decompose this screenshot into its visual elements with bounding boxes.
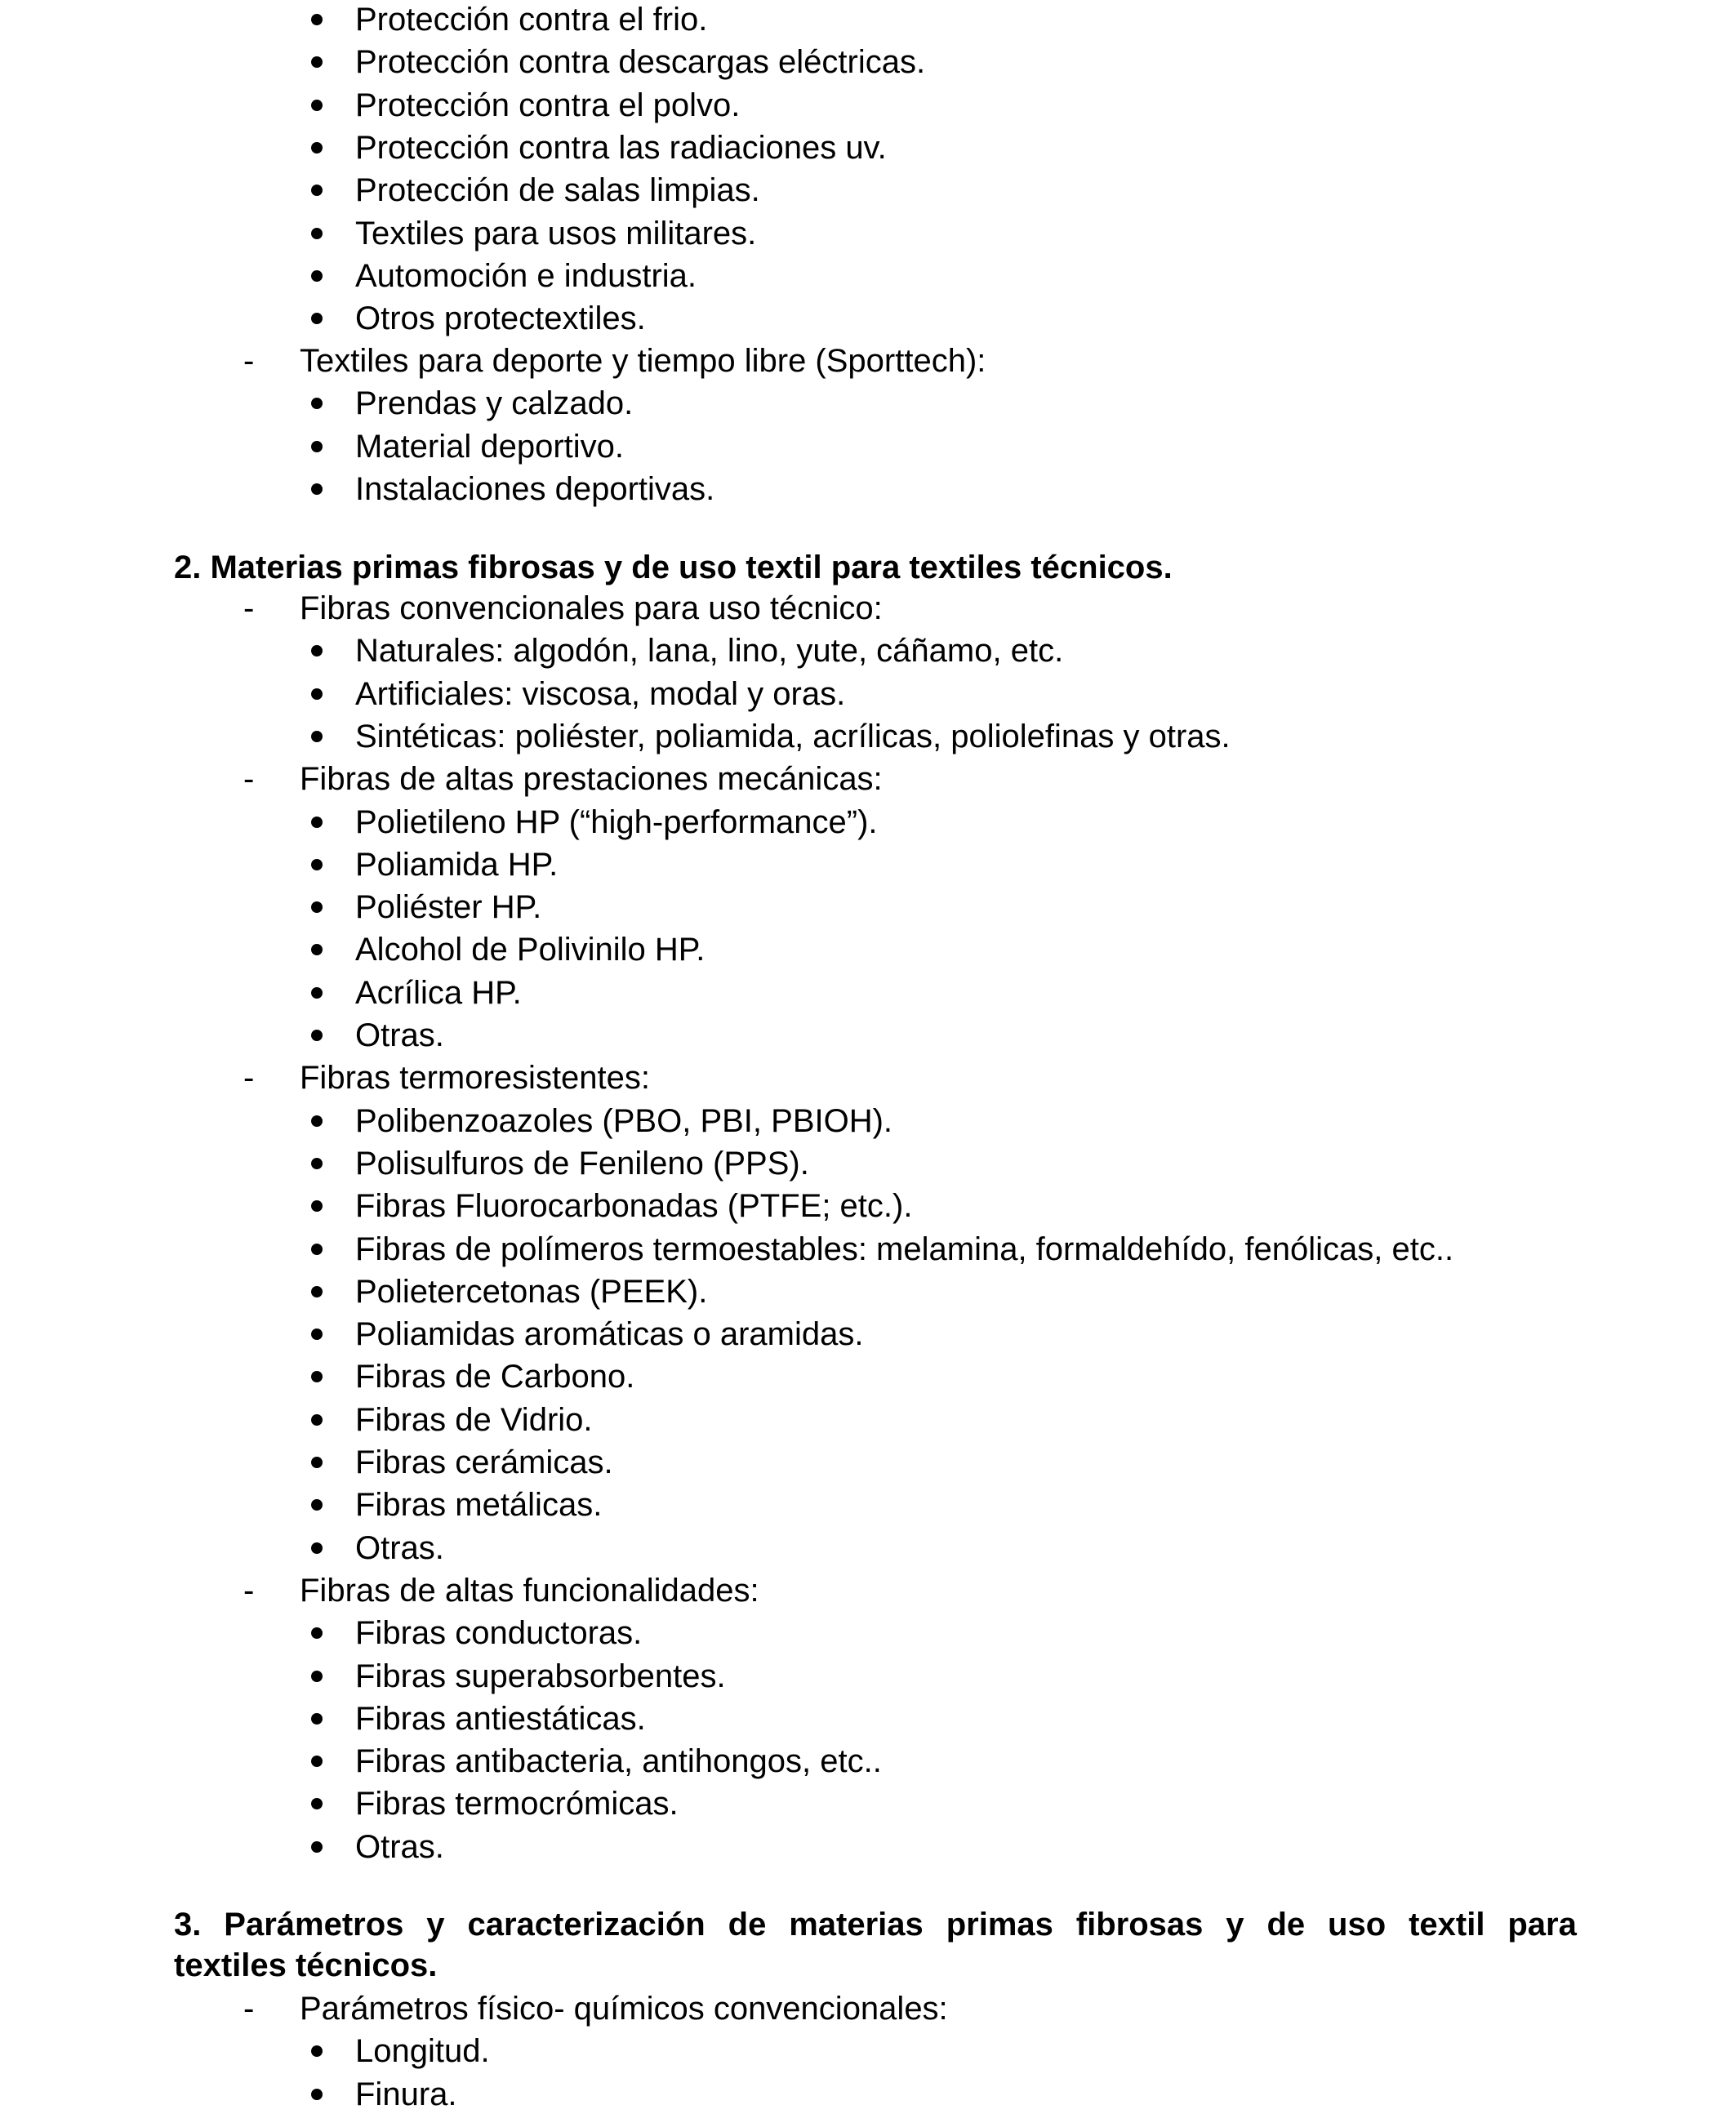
heading-word: y: [426, 1907, 445, 1943]
bullet-icon: [311, 14, 323, 25]
heading-word: caracterización: [467, 1907, 706, 1943]
list-item: Fibras de Carbono.: [355, 1359, 635, 1395]
list-item: Prendas y calzado.: [355, 385, 634, 422]
list-item: Fibras Fluorocarbonadas (PTFE; etc.).: [355, 1188, 913, 1225]
group-label: Fibras de altas funcionalidades:: [300, 1572, 759, 1609]
list-item: Sintéticas: poliéster, poliamida, acrílicas, poliolefinas y otras.: [355, 718, 1231, 754]
heading-word: materias: [789, 1907, 924, 1943]
bullet-icon: [311, 1328, 323, 1340]
dash-marker: -: [243, 343, 255, 379]
list-item: Material deportivo.: [355, 428, 625, 465]
bullet-icon: [311, 185, 323, 196]
bullet-icon: [311, 1756, 323, 1767]
list-item: Instalaciones deportivas.: [355, 470, 715, 507]
list-item: Fibras superabsorbentes.: [355, 1658, 726, 1694]
heading-word: 3.: [174, 1907, 202, 1943]
bullet-icon: [311, 142, 323, 154]
bullet-icon: [311, 228, 323, 239]
list-item: Otras.: [355, 1529, 444, 1566]
bullet-icon: [311, 987, 323, 999]
bullet-icon: [311, 1115, 323, 1127]
bullet-icon: [311, 1457, 323, 1468]
list-item: Fibras termocrómicas.: [355, 1786, 679, 1822]
section-heading: 2. Materias primas fibrosas y de uso textil para textiles técnicos.: [174, 550, 1173, 585]
dash-marker: -: [243, 1991, 255, 2027]
bullet-icon: [311, 1713, 323, 1725]
list-item: Fibras de polímeros termoestables: melamina, formaldehído, fenólicas, etc..: [355, 1231, 1454, 1267]
bullet-icon: [311, 2089, 323, 2100]
list-item: Naturales: algodón, lana, lino, yute, cáñamo, etc.: [355, 633, 1064, 670]
list-item: Fibras cerámicas.: [355, 1444, 613, 1480]
list-item: Protección contra el frio.: [355, 2, 708, 38]
heading-word: primas: [946, 1907, 1053, 1943]
list-item: Otros protectextiles.: [355, 300, 646, 337]
list-item: Acrílica HP.: [355, 974, 522, 1011]
bullet-icon: [311, 944, 323, 955]
bullet-icon: [311, 1798, 323, 1809]
list-item: Protección contra las radiaciones uv.: [355, 129, 887, 166]
group-label: Textiles para deporte y tiempo libre (Sporttech):: [300, 343, 986, 379]
bullet-icon: [311, 1499, 323, 1511]
bullet-icon: [311, 1841, 323, 1853]
list-item: Poliamidas aromáticas o aramidas.: [355, 1316, 864, 1353]
list-item: Polisulfuros de Fenileno (PPS).: [355, 1145, 809, 1182]
bullet-icon: [311, 1414, 323, 1426]
list-item: Textiles para usos militares.: [355, 215, 757, 251]
list-item: Fibras metálicas.: [355, 1487, 603, 1524]
bullet-icon: [311, 1158, 323, 1169]
bullet-icon: [311, 1200, 323, 1212]
heading-word: de: [728, 1907, 767, 1943]
group-label: Fibras convencionales para uso técnico:: [300, 590, 883, 626]
bullet-icon: [311, 1286, 323, 1297]
list-item: Poliamida HP.: [355, 846, 559, 883]
group-label: Fibras termoresistentes:: [300, 1060, 651, 1097]
list-item: Alcohol de Polivinilo HP.: [355, 932, 706, 968]
list-item: Fibras conductoras.: [355, 1615, 643, 1652]
bullet-icon: [311, 859, 323, 870]
bullet-icon: [311, 901, 323, 913]
list-item: Finura.: [355, 2076, 457, 2112]
list-item: Fibras antibacteria, antihongos, etc..: [355, 1743, 882, 1780]
bullet-icon: [311, 398, 323, 409]
bullet-icon: [311, 270, 323, 282]
heading-word: de: [1266, 1907, 1306, 1943]
heading-word: fibrosas: [1075, 1907, 1204, 1943]
list-item: Polibenzoazoles (PBO, PBI, PBIOH).: [355, 1102, 893, 1139]
list-item: Poliéster HP.: [355, 889, 542, 926]
list-item: Longitud.: [355, 2033, 490, 2070]
bullet-icon: [311, 731, 323, 742]
dash-marker: -: [243, 590, 255, 626]
section-heading: [174, 1905, 1577, 1944]
list-item: Fibras antiestáticas.: [355, 1700, 646, 1737]
heading-word: Parámetros: [224, 1907, 404, 1943]
bullet-icon: [311, 817, 323, 828]
bullet-icon: [311, 56, 323, 68]
bullet-icon: [311, 313, 323, 324]
heading-word: uso: [1328, 1907, 1387, 1943]
bullet-icon: [311, 1371, 323, 1382]
bullet-icon: [311, 1627, 323, 1639]
bullet-icon: [311, 100, 323, 111]
list-item: Polietercetonas (PEEK).: [355, 1273, 708, 1310]
list-item: Otras.: [355, 1828, 444, 1865]
list-item: Automoción e industria.: [355, 257, 697, 294]
bullet-icon: [311, 483, 323, 495]
list-item: Artificiales: viscosa, modal y oras.: [355, 675, 846, 712]
dash-marker: -: [243, 761, 255, 798]
list-item: Protección de salas limpias.: [355, 172, 760, 209]
bullet-icon: [311, 1244, 323, 1255]
bullet-icon: [311, 441, 323, 452]
dash-marker: -: [243, 1572, 255, 1609]
heading-word: textil: [1409, 1907, 1485, 1943]
bullet-icon: [311, 688, 323, 700]
section-heading-continued: textiles técnicos.: [174, 1947, 438, 1983]
bullet-icon: [311, 1542, 323, 1554]
list-item: Fibras de Vidrio.: [355, 1401, 593, 1438]
bullet-icon: [311, 645, 323, 656]
heading-word: para: [1507, 1907, 1577, 1943]
bullet-icon: [311, 1030, 323, 1041]
dash-marker: -: [243, 1060, 255, 1097]
list-item: Protección contra descargas eléctricas.: [355, 44, 926, 81]
heading-word: y: [1226, 1907, 1244, 1943]
list-item: Protección contra el polvo.: [355, 87, 741, 123]
list-item: Polietileno HP (“high-performance”).: [355, 803, 878, 840]
bullet-icon: [311, 1671, 323, 1682]
group-label: Fibras de altas prestaciones mecánicas:: [300, 761, 883, 798]
list-item: Otras.: [355, 1017, 444, 1053]
group-label: Parámetros físico- químicos convencionales:: [300, 1991, 948, 2027]
bullet-icon: [311, 2045, 323, 2057]
